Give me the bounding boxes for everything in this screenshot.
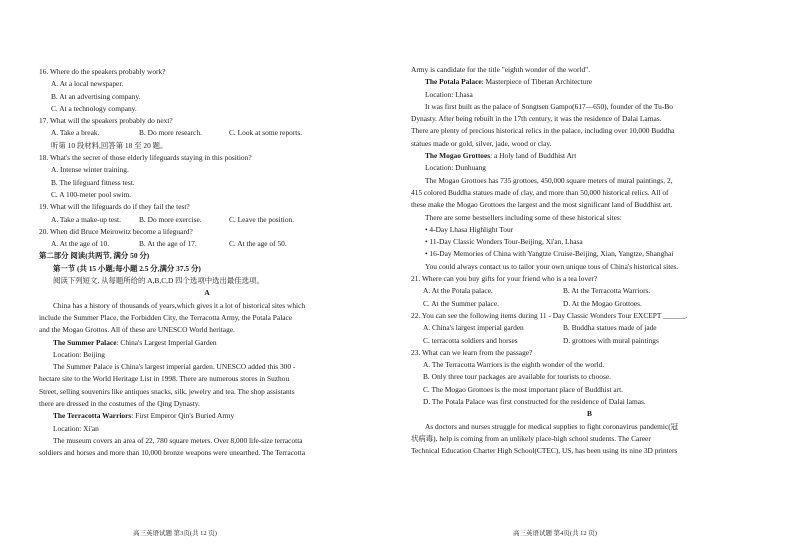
option-23d: D. The Potala Palace was first constructed for the residence of Dalai lamas. [423,397,646,407]
passage-text: soldiers and horses and more than 10,000 bronze weapons were unearthed. The Terracotta [39,448,306,458]
option-20c: C. At the age of 50. [229,239,287,249]
site-heading-terracotta: The Terracotta Warriors: First Emperor Qin's Buried Army [53,411,235,421]
option-22d: D. grottoes with mural paintings [563,335,659,345]
passage-text: and the Mogao Grottos. All of these are UNESCO World heritage. [39,325,235,335]
location-dunhuang: Location: Dunhuang [425,163,486,173]
option-16c: C. At a technology company. [51,103,137,113]
question-16: 16. Where do the speakers probably work? [39,67,166,76]
option-18c: C. A 100-meter pool swim. [51,189,132,199]
passage-text: Technical Education Charter High School(CTEC), US, has been using its nine 3D printers [411,446,678,456]
question-19: 19. What will the lifeguards do if they fail the test? [39,202,190,212]
passage-text: The museum covers an area of 22, 780 square meters. Over 8,000 life-size terracotta [53,435,303,445]
option-20a: A. At the age of 10. [51,239,110,249]
options-22 [411,335,768,347]
option-19b: B. Do more exercise. [139,214,202,224]
passage-text: Dynasty. After being rebuilt in the 17th century, it was the residence of Dalai Lamas. [411,114,662,124]
passage-text: Street, selling souvenirs like antiques snacks, silk, jewelry and tea. The shop assistants [39,386,295,396]
option-21a: A. At the Potala palace. [423,286,493,296]
option-22a: A. China's largest imperial garden [423,323,524,333]
option-23c: C. The Mogao Grottoes is the most important place of Buddhist art. [423,384,623,394]
tour-item: • 11-Day Classic Wonders Tour-Beijing, Xi'an, Lhasa [425,237,583,247]
option-16b: B. At an advertising company. [51,91,141,101]
option-23a: A. The Terracotta Warriors is the eighth wonder of the world. [423,360,605,370]
passage-text: these make the Mogao Grottoes the largest and the most significant land of Buddhist art. [411,200,673,210]
site-heading-summer-palace: The Summer Palace: China's Largest Imperial Garden [53,337,217,347]
option-21c: C. At the Summer palace. [423,298,499,308]
passage-text: include the Summer Place, the Forbidden City, the Terracotta Army, the Potala Palace [39,312,293,322]
option-18a: A. Intense winter training. [51,165,129,175]
page-footer-left: 高三英语试题 第3页(共 12 页) [133,530,217,537]
location-beijing: Location: Beijing [53,349,105,359]
option-21b: B. At the Terracotta Warriors. [563,286,651,296]
site-heading-mogao: The Mogao Grottoes: a Holy land of Buddhist Art [425,151,577,161]
passage-text: statues made or gold, silver, jade, wood or clay. [411,138,552,148]
passage-text: As doctors and nurses struggle for medical supplies to fight coronavirus pandemic(冠 [425,421,679,431]
passage-text: The Mogao Grottoes has 735 grottoes, 450,000 square meters of mural paintings, 2, [425,175,673,185]
page-footer-right: 高三英语试题 第4页(共 12 页) [513,530,597,537]
passage-text: 状病毒), help is coming from an unlikely place-high school students. The Career [411,433,651,443]
option-19c: C. Leave the position. [229,214,295,224]
location-lhasa: Location: Lhasa [425,89,473,99]
listening-instruction: 听第 10 段材料,回答第 18 至 20 题。 [51,140,168,150]
question-21: 21. Where can you buy gifts for your friend who is a tea lover? [411,274,598,284]
option-17a: A. Take a break. [51,128,100,138]
option-17b: B. Do more research. [139,128,203,138]
passage-text: there are dressed in the costumes of the Qing Dynasty. [39,399,200,409]
site-heading-potala: The Potala Palace: Masterpiece of Tibetan Architecture [425,77,593,87]
option-23b: B. Only three tour packages are available for tourists to choose. [423,372,611,382]
passage-a-label: A [204,288,210,298]
tour-item: • 4-Day Lhasa Highlight Tour [425,224,514,234]
options-21 [411,298,768,310]
option-22b: B. Buddha statues made of jade [563,323,657,333]
passage-text: There are some bestsellers including some of these historical sites: [425,212,622,222]
passage-text: It was first built as the palace of Songtsen Gampo(617—650), founder of the Tu-Bo [425,101,673,111]
option-17c: C. Look at some reports. [229,128,303,138]
passage-text: Army is candidate for the title "eighth wonder of the world". [411,65,591,74]
passage-text: hectare site to the World Heritage List in 1998. There are numerous stores in Suzhou [39,374,290,384]
location-xian: Location: Xi'an [53,423,99,433]
section-one-heading: 第一节 (共 15 小题;每小题 2.5 分,满分 37.5 分) [53,263,201,273]
passage-text: The Summer Palace is China's largest imperial garden. UNESCO added this 300 - [53,362,296,372]
passage-b-label: B [587,409,592,419]
options-21 [411,285,768,297]
option-20b: B. At the age of 17. [139,239,197,249]
question-22: 22. You can see the following items during 11 - Day Classic Wonders Tour EXCEPT ______. [411,310,688,320]
reading-instruction: 阅读下列短文, 从每题所给的 A,B,C,D 四个选项中选出最佳选项。 [53,276,264,286]
tour-item: • 16-Day Memories of China with Yangtze Cruise-Beijing, Xian, Yangtze, Shanghai [425,249,674,259]
passage-text: 415 colored Buddha statues made of clay, and more than 50,000 historical relics. All of [411,187,669,197]
part-two-heading: 第二部分 阅读(共两节, 满分 50 分) [39,251,150,261]
option-22c: C. terracotta soldiers and horses [423,335,518,345]
options-20 [39,238,375,250]
option-19a: A. Take a make-up test. [51,214,121,224]
question-20: 20. When did Bruce Meirowitz become a lifeguard? [39,226,193,236]
passage-text: China has a history of thousands of years,which gives it a lot of historical sites which [53,300,306,310]
question-23: 23. What can we learn from the passage? [411,347,533,357]
options-22 [411,322,768,334]
passage-text: There are plenty of precious historical relics in the palace, including over 10,000 Buddha [411,126,675,136]
options-17 [39,127,375,139]
right-page [397,0,794,549]
question-18: 18. What's the secret of those elderly lifeguards staying in this position? [39,153,252,163]
option-21d: D. At the Mogao Grottoes. [563,298,642,308]
option-16a: A. At a local newspaper. [51,79,124,89]
question-17: 17. What will the speakers probably do next? [39,116,173,126]
passage-text: You could always contact us to tailor your own unique tous of China's historical sites. [425,261,679,271]
options-19 [39,214,375,226]
option-18b: B. The lifeguard fitness test. [51,177,135,187]
